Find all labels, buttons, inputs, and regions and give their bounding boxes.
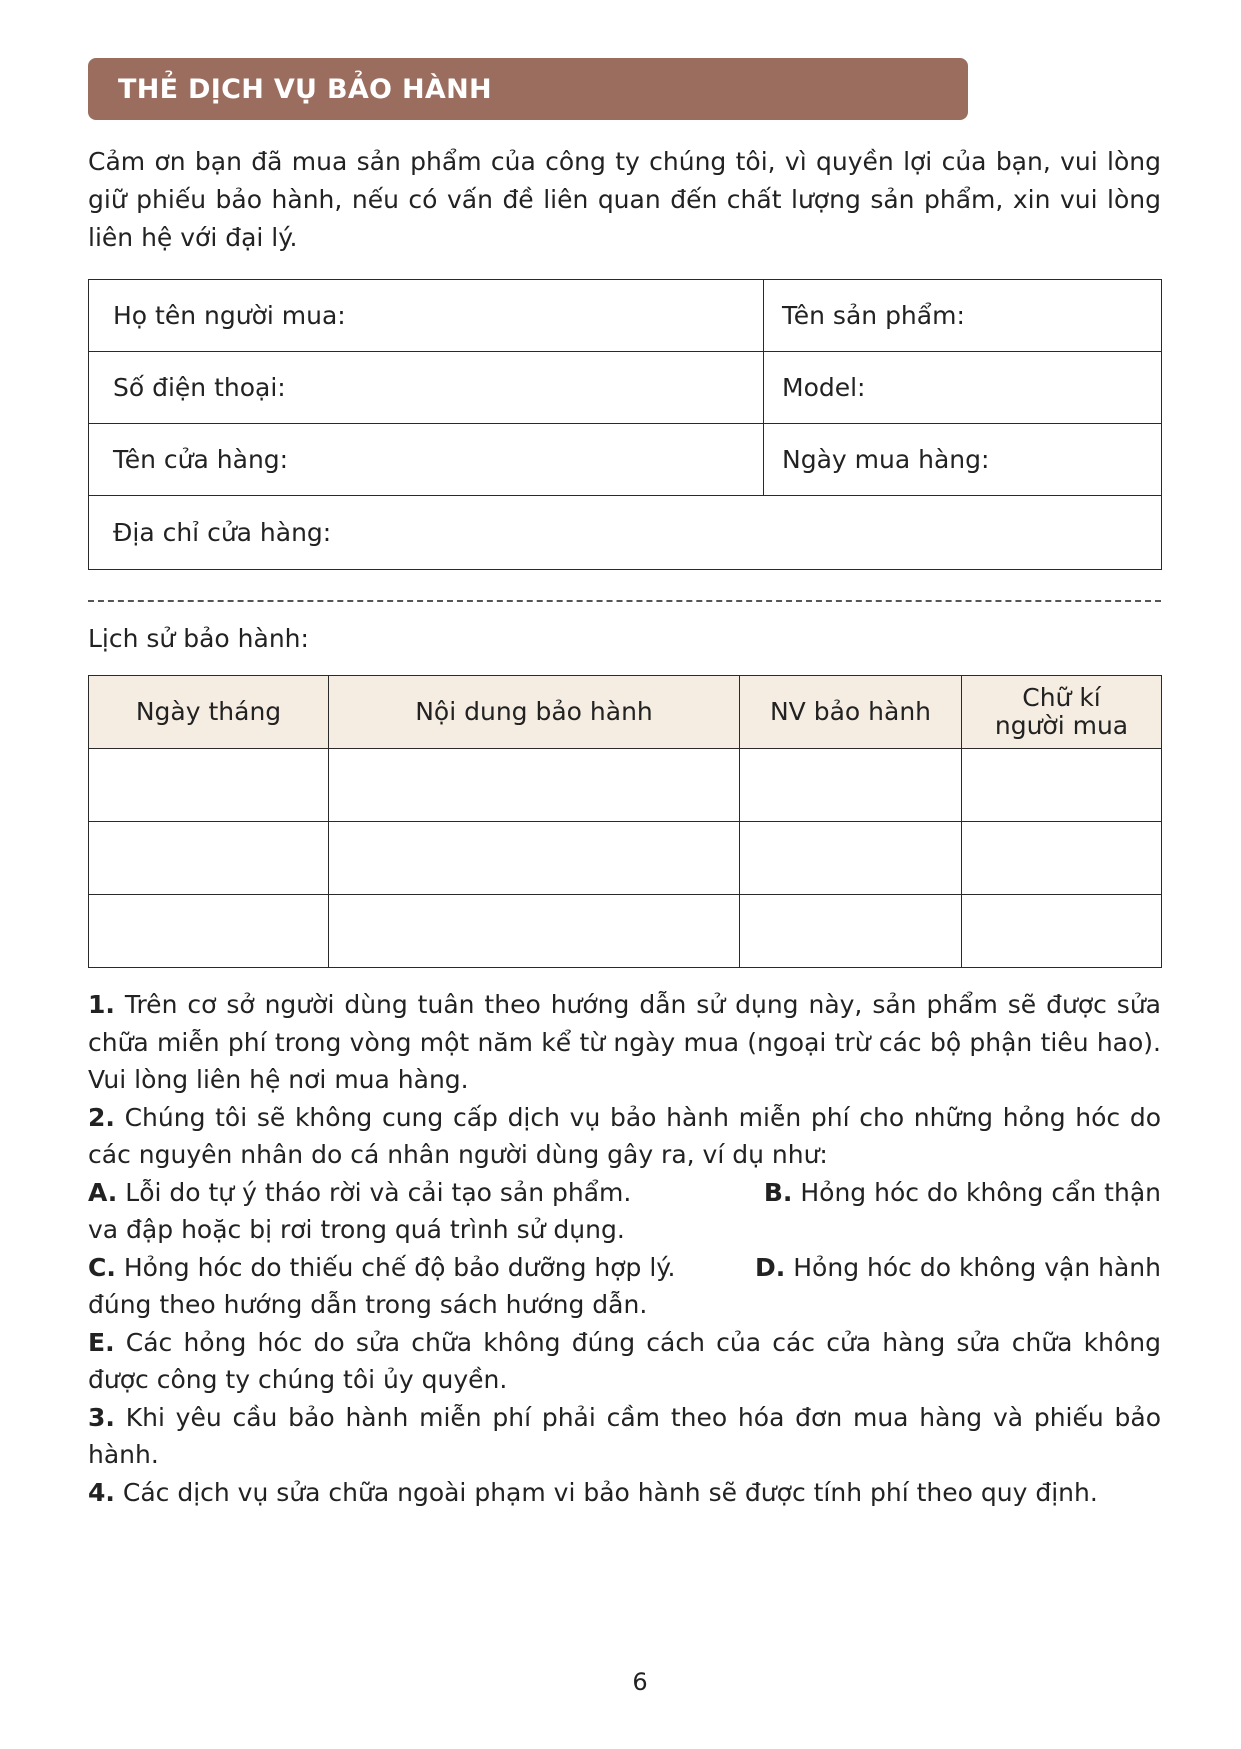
term-cd-line bbox=[88, 1249, 1161, 1287]
term-text: Hỏng hóc do không vận hành bbox=[793, 1252, 1161, 1282]
table-row bbox=[89, 352, 1162, 424]
term-b-continued: va đập hoặc bị rơi trong quá trình sử dụng. bbox=[88, 1215, 625, 1244]
term-3 bbox=[88, 1399, 1161, 1474]
term-text: Hỏng hóc do không cẩn thận bbox=[800, 1177, 1161, 1207]
customer-info-table bbox=[88, 279, 1162, 570]
table-row bbox=[89, 496, 1162, 570]
history-cell[interactable] bbox=[962, 895, 1162, 968]
term-c bbox=[88, 1249, 676, 1287]
model-field[interactable]: Model: bbox=[764, 352, 1162, 424]
table-row bbox=[89, 895, 1162, 968]
term-letter: A. bbox=[88, 1177, 118, 1207]
term-text: Khi yêu cầu bảo hành miễn phí phải cầm theo hóa đơn mua hàng và phiếu bảo hành. bbox=[88, 1402, 1162, 1469]
term-number: 2. bbox=[88, 1102, 115, 1132]
history-cell[interactable] bbox=[329, 822, 740, 895]
term-1 bbox=[88, 986, 1161, 1099]
term-4 bbox=[88, 1474, 1161, 1512]
history-cell[interactable] bbox=[89, 895, 329, 968]
warranty-history-label: Lịch sử bảo hành: bbox=[88, 624, 309, 653]
term-text: Các hỏng hóc do sửa chữa không đúng cách của các cửa hàng sửa chữa không được công ty chúng tôi ủy quyền. bbox=[88, 1327, 1161, 1394]
term-b bbox=[764, 1174, 1161, 1212]
title-banner bbox=[88, 58, 968, 120]
term-d-continued: đúng theo hướng dẫn trong sách hướng dẫn. bbox=[88, 1290, 648, 1319]
term-text: Lỗi do tự ý tháo rời và cải tạo sản phẩm. bbox=[125, 1177, 632, 1207]
column-header-content: Nội dung bảo hành bbox=[329, 676, 740, 749]
store-name-field[interactable]: Tên cửa hàng: bbox=[89, 424, 764, 496]
table-row bbox=[89, 749, 1162, 822]
signature-header-text: Chữ kí người mua bbox=[994, 683, 1129, 740]
history-cell[interactable] bbox=[962, 822, 1162, 895]
phone-field[interactable]: Số điện thoại: bbox=[89, 352, 764, 424]
history-cell[interactable] bbox=[962, 749, 1162, 822]
term-text: Trên cơ sở người dùng tuân theo hướng dẫn sử dụng này, sản phẩm sẽ được sửa chữa miễn phí trong vòng một năm kể từ ngày mua (ngoại trừ các bộ phận tiêu hao). Vui lòng liên hệ nơi mua hàng. bbox=[88, 990, 1161, 1094]
buyer-name-field[interactable]: Họ tên người mua: bbox=[89, 280, 764, 352]
warranty-history-table bbox=[88, 675, 1162, 968]
term-number: 1. bbox=[88, 990, 115, 1019]
term-text: Các dịch vụ sửa chữa ngoài phạm vi bảo hành sẽ được tính phí theo quy định. bbox=[122, 1477, 1098, 1507]
term-number: 3. bbox=[88, 1402, 115, 1432]
term-d bbox=[755, 1249, 1161, 1287]
term-e bbox=[88, 1324, 1161, 1399]
column-header-signature bbox=[962, 676, 1162, 749]
table-header-row bbox=[89, 676, 1162, 749]
history-cell[interactable] bbox=[740, 895, 962, 968]
term-number: 4. bbox=[88, 1477, 115, 1507]
term-a bbox=[88, 1174, 631, 1212]
table-row bbox=[89, 822, 1162, 895]
intro-paragraph: Cảm ơn bạn đã mua sản phẩm của công ty chúng tôi, vì quyền lợi của bạn, vui lòng giữ phiếu bảo hành, nếu có vấn đề liên quan đến chất lượng sản phẩm, xin vui lòng liên hệ với đại lý. bbox=[88, 147, 1161, 252]
column-header-date: Ngày tháng bbox=[89, 676, 329, 749]
column-header-staff: NV bảo hành bbox=[740, 676, 962, 749]
term-2 bbox=[88, 1099, 1161, 1174]
page-title: THẺ DỊCH VỤ BẢO HÀNH bbox=[118, 73, 492, 105]
term-letter: D. bbox=[755, 1252, 786, 1282]
store-address-field[interactable]: Địa chỉ cửa hàng: bbox=[89, 496, 1162, 570]
history-cell[interactable] bbox=[329, 895, 740, 968]
table-row bbox=[89, 280, 1162, 352]
term-letter: E. bbox=[88, 1327, 115, 1357]
term-text: Chúng tôi sẽ không cung cấp dịch vụ bảo hành miễn phí cho những hỏng hóc do các nguyên nhân do cá nhân người dùng gây ra, ví dụ như: bbox=[88, 1102, 1161, 1169]
history-cell[interactable] bbox=[89, 749, 329, 822]
term-letter: B. bbox=[763, 1177, 793, 1207]
history-cell[interactable] bbox=[740, 749, 962, 822]
history-cell[interactable] bbox=[89, 822, 329, 895]
product-name-field[interactable]: Tên sản phẩm: bbox=[764, 280, 1162, 352]
term-text: Hỏng hóc do thiếu chế độ bảo dưỡng hợp lý. bbox=[123, 1252, 676, 1282]
term-ab-line bbox=[88, 1174, 1161, 1212]
cut-line-divider bbox=[88, 600, 1161, 602]
table-row bbox=[89, 424, 1162, 496]
page-number: 6 bbox=[632, 1668, 648, 1696]
history-cell[interactable] bbox=[329, 749, 740, 822]
term-letter: C. bbox=[88, 1252, 116, 1282]
history-cell[interactable] bbox=[740, 822, 962, 895]
warranty-terms bbox=[88, 986, 1161, 1511]
purchase-date-field[interactable]: Ngày mua hàng: bbox=[764, 424, 1162, 496]
